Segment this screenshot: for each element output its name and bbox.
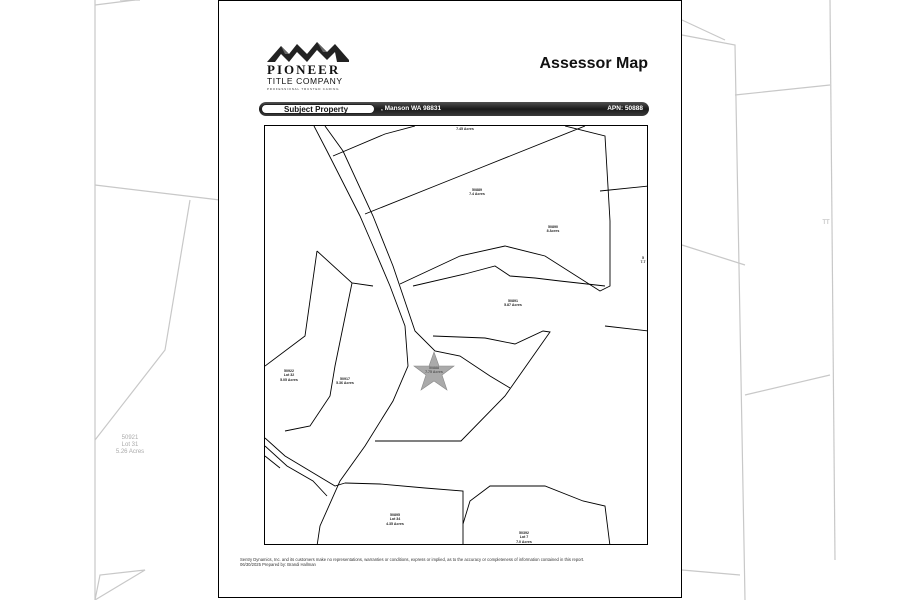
disclaimer-text: Sentry Dynamics, Inc. and its customers make no representations, warranties or conditions, express or implied, as to the accuracy or completeness of information contained in this report. [240,557,585,562]
company-logo [265,38,351,94]
parcel-number: 50895 [390,513,400,517]
parcel-number: 5 [642,256,644,260]
parcel-number: 50917 [340,377,350,381]
parcel-label [539,225,567,234]
parcel-lot: Lot 32 [283,373,295,378]
parcel-acres: 5.36 Acres [336,381,354,386]
parcel-acres: 7.75 Acres [425,370,443,375]
parcel-number: 50889 [472,188,482,192]
parcel-acres: 7.4 Acres [469,192,485,197]
logo-company-name: PIONEER [267,62,341,77]
assessor-map [264,125,648,545]
parcel-label [498,299,528,308]
parcel-label [445,127,485,131]
disclaimer [240,557,660,567]
parcel-label [331,377,359,386]
parcel-label [461,188,493,197]
parcel-acres: 4.35 Acres [386,521,404,526]
parcel-acres: 8 Acres [546,229,560,234]
parcel-lot: Lot 7 [519,535,529,540]
subject-property-address: , Manson WA 98831 [381,105,442,112]
background-parcel-number: 50921 [121,435,139,441]
parcel-number: 50890 [548,225,558,229]
parcel-acres: 7.0 Acres [516,539,532,544]
background-parcel-acres: 5.26 Acres [115,449,145,455]
parcel-label [637,256,648,265]
parcel-lot: Lot 34 [389,517,401,522]
parcel-number: 50891 [508,299,518,303]
subject-property-bar [259,102,649,116]
parcel-lines [265,126,648,545]
parcel-number: 50922 [284,369,294,373]
subject-parcel-label [421,366,447,375]
parcel-label [511,531,537,544]
parcel-number: 7.45 Acres [456,127,474,131]
logo-company-subname: TITLE COMPANY [267,76,343,86]
prepared-by: 06/30/2025 Prepared by: Brandi Hallman [240,562,316,568]
parcel-number: 50888 [429,366,439,370]
parcel-acres: 5.05 Acres [280,377,298,382]
parcel-label [381,513,409,526]
mountain-logo-icon [265,38,351,62]
parcel-label [275,369,303,382]
background-parcel-lot: Lot 31 [121,442,139,448]
parcel-acres: 5.87 Acres [504,303,522,308]
background-parcel-label [110,435,150,456]
subject-property-apn: APN: 50888 [607,105,643,112]
page-title: Assessor Map [539,55,648,72]
subject-property-label: Subject Property [261,104,375,114]
parcel-number: 50392 [519,531,529,535]
logo-tagline: PROFESSIONAL TRUSTED CARING [267,87,340,91]
parcel-acres: 7.7 [640,260,646,265]
background-right-label: TT [822,220,830,226]
